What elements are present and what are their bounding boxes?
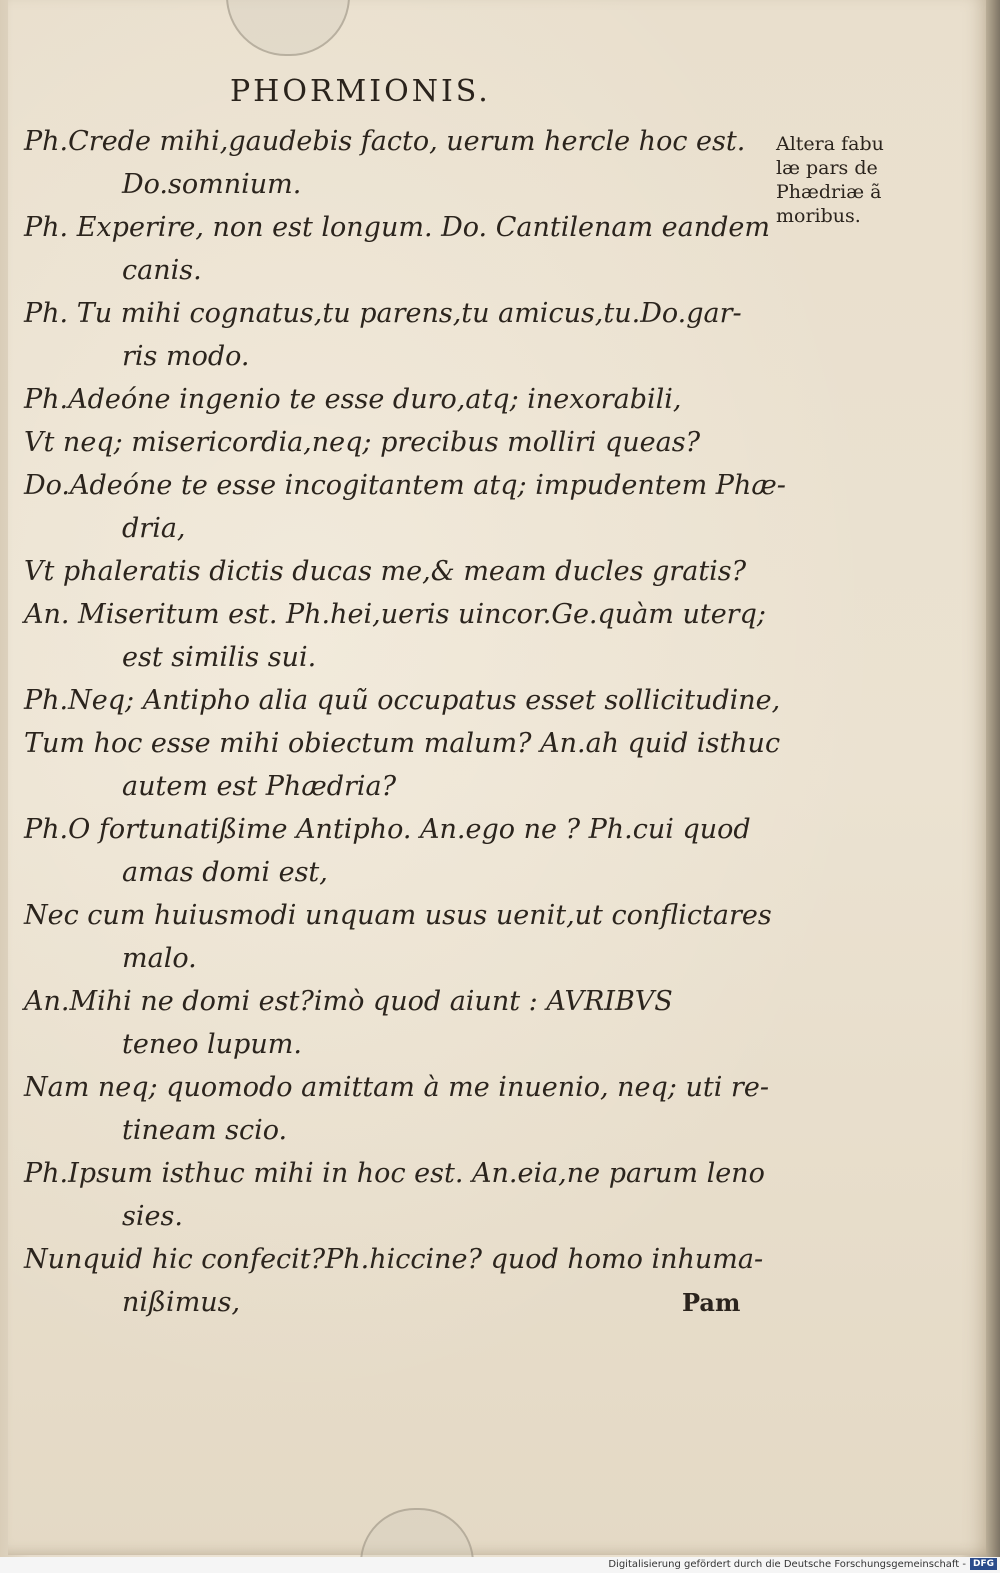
text-line: Tum hoc esse mihi obiectum malum? An.ah quid isthuc	[24, 728, 781, 759]
text-line: malo.	[122, 943, 197, 974]
text-line: canis.	[122, 255, 202, 286]
digitization-footer	[0, 1557, 1000, 1573]
text-line: dria,	[122, 513, 186, 544]
body-text	[24, 120, 786, 1324]
catchword: Pam	[682, 1288, 741, 1317]
text-line: Ph. Experire, non est longum. Do. Cantilenam eandem	[24, 212, 770, 243]
book-page	[8, 0, 988, 1555]
margin-note	[776, 132, 956, 228]
text-line: autem est Phædria?	[122, 771, 397, 802]
text-line: Vt phaleratis dictis ducas me,& meam ducles gratis?	[24, 556, 747, 587]
text-line: Ph.Crede mihi,gaudebis facto, uerum hercle hoc est.	[24, 126, 746, 157]
text-line: Vt neq; misericordia,neq; precibus molliri queas?	[24, 427, 701, 458]
text-line: Do.somnium.	[122, 169, 302, 200]
text-line: sies.	[122, 1201, 183, 1232]
text-line: ris modo.	[122, 341, 250, 372]
text-line-with-catchword	[24, 1281, 774, 1324]
text-line: Ph.O fortunatißime Antipho. An.ego ne ? Ph.cui quod	[24, 814, 751, 845]
margin-note-line: læ pars de	[776, 157, 878, 179]
text-line: Do.Adeóne te esse incogitantem atq; impudentem Phæ-	[24, 470, 786, 501]
page-clip-top	[226, 0, 350, 56]
text-line: Ph. Tu mihi cognatus,tu parens,tu amicus,tu.Do.gar-	[24, 298, 742, 329]
text-line: An. Miseritum est. Ph.hei,ueris uincor.Ge.quàm uterq;	[24, 599, 766, 630]
text-line: teneo lupum.	[122, 1029, 302, 1060]
text-line: Ph.Neq; Antipho alia quũ occupatus esset sollicitudine,	[24, 685, 781, 716]
dfg-logo-icon: DFG	[970, 1558, 997, 1570]
text-line: Nec cum huiusmodi unquam usus uenit,ut conflictares	[24, 900, 772, 931]
margin-note-line: moribus.	[776, 205, 861, 227]
text-line: nißimus,	[122, 1287, 241, 1318]
text-line: Ph.Ipsum isthuc mihi in hoc est. An.eia,ne parum leno	[24, 1158, 765, 1189]
text-line: Nunquid hic confecit?Ph.hiccine? quod homo inhuma-	[24, 1244, 764, 1275]
text-line: amas domi est,	[122, 857, 328, 888]
margin-note-line: Phædriæ ã	[776, 181, 882, 203]
text-line: est similis sui.	[122, 642, 317, 673]
text-line: An.Mihi ne domi est?imò quod aiunt : AVRIBVS	[24, 986, 673, 1017]
text-line: tineam scio.	[122, 1115, 288, 1146]
page-edge	[986, 0, 1000, 1573]
footer-credit: Digitalisierung gefördert durch die Deutsche Forschungsgemeinschaft -	[608, 1559, 966, 1570]
running-head: PHORMIONIS.	[230, 74, 491, 109]
margin-note-line: Altera fabu	[776, 133, 884, 155]
text-line: Ph.Adeóne ingenio te esse duro,atq; inexorabili,	[24, 384, 682, 415]
text-line: Nam neq; quomodo amittam à me inuenio, neq; uti re-	[24, 1072, 769, 1103]
